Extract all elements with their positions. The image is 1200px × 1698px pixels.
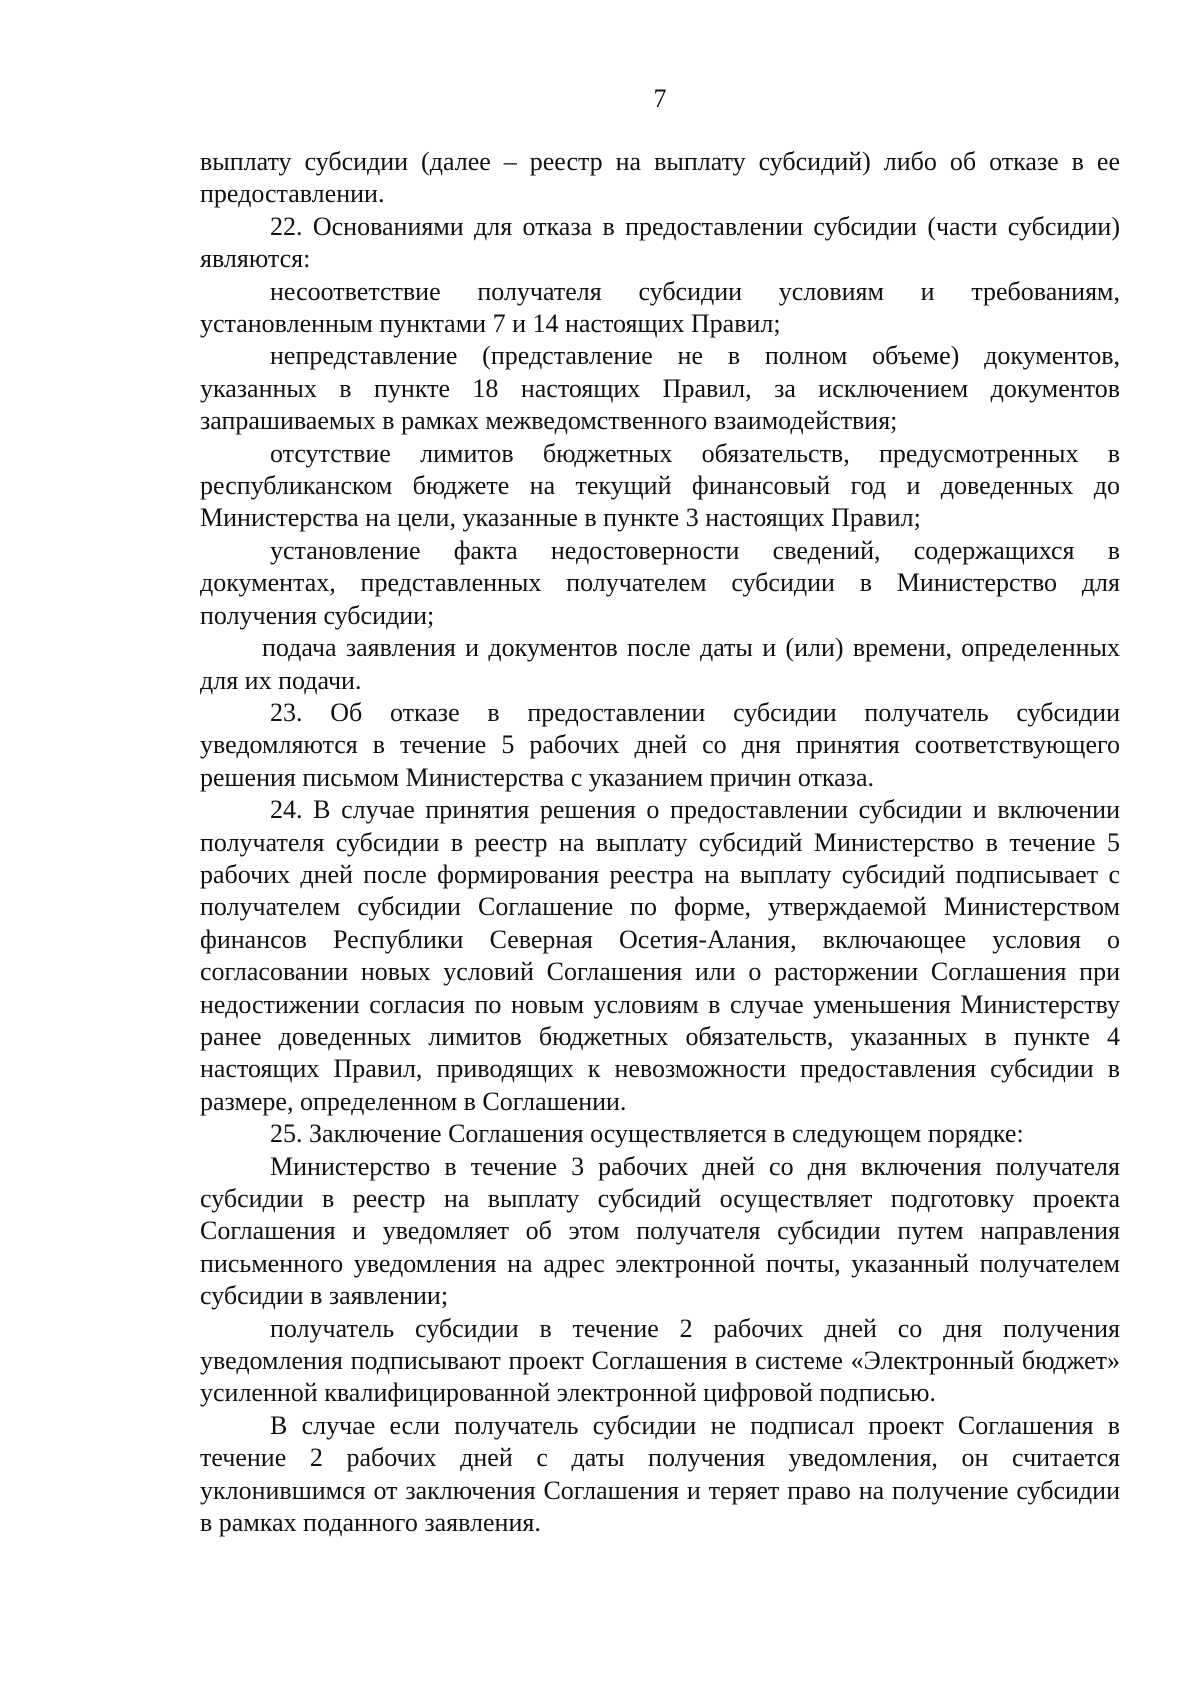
paragraph: выплату субсидии (далее – реестр на выплату субсидий) либо об отказе в ее предоставлении. <box>200 147 1120 209</box>
paragraph: установление факта недостоверности сведений, содержащихся в документах, представленных получателем субсидии в Министерство для получения субсидии; <box>200 535 1120 630</box>
document-body <box>200 146 1120 1539</box>
paragraph: 24. В случае принятия решения о предоставлении субсидии и включении получателя субсидии в реестр на выплату субсидий Министерство в течение 5 рабочих дней после формирования реестра на выплату субсидий подписывает с получателем субсидии Соглашение по форме, утверждаемой Министерством финансов Республики Северная Осетия-Алания, включающее условия о согласовании новых условий Соглашения или о расторжении Соглашения при недостижении согласия по новым условиям в случае уменьшения Министерству ранее доведенных лимитов бюджетных обязательств, указанных в пункте 4 настоящих Правил, приводящих к невозможности предоставления субсидии в размере, определенном в Соглашении. <box>200 795 1120 1116</box>
paragraph: 23. Об отказе в предоставлении субсидии получатель субсидии уведомляются в течение 5 рабочих дней со дня принятия соответствующего решения письмом Министерства с указанием причин отказа. <box>200 697 1120 792</box>
paragraph: получатель субсидии в течение 2 рабочих дней со дня получения уведомления подписывают проект Соглашения в системе «Электронный бюджет» усиленной квалифицированной электронной цифровой подписью. <box>200 1313 1120 1408</box>
paragraph: Министерство в течение 3 рабочих дней со дня включения получателя субсидии в реестр на выплату субсидий осуществляет подготовку проекта Соглашения и уведомляет об этом получателя субсидии путем направления письменного уведомления на адрес электронной почты, указанный получателем субсидии в заявлении; <box>200 1151 1120 1311</box>
paragraph: 22. Основаниями для отказа в предоставлении субсидии (части субсидии) являются: <box>200 211 1120 274</box>
paragraph: отсутствие лимитов бюджетных обязательств, предусмотренных в республиканском бюджете на текущий финансовый год и доведенных до Министерства на цели, указанные в пункте 3 настоящих Правил; <box>200 438 1120 533</box>
paragraph: 25. Заключение Соглашения осуществляется в следующем порядке: <box>270 1119 1024 1149</box>
paragraph: подача заявления и документов после даты и (или) времени, определенных для их подачи. <box>200 633 1120 695</box>
page-number: 7 <box>653 84 667 113</box>
paragraph: несоответствие получателя субсидии условиям и требованиям, установленным пунктами 7 и 14 настоящих Правил; <box>200 276 1120 339</box>
paragraph: В случае если получатель субсидии не подписал проект Соглашения в течение 2 рабочих дней с даты получения уведомления, он считается уклонившимся от заключения Соглашения и теряет право на получение субсидии в рамках поданного заявления. <box>200 1410 1120 1538</box>
paragraph: непредставление (представление не в полном объеме) документов, указанных в пункте 18 настоящих Правил, за исключением документов запрашиваемых в рамках межведомственного взаимодействия; <box>200 341 1120 436</box>
